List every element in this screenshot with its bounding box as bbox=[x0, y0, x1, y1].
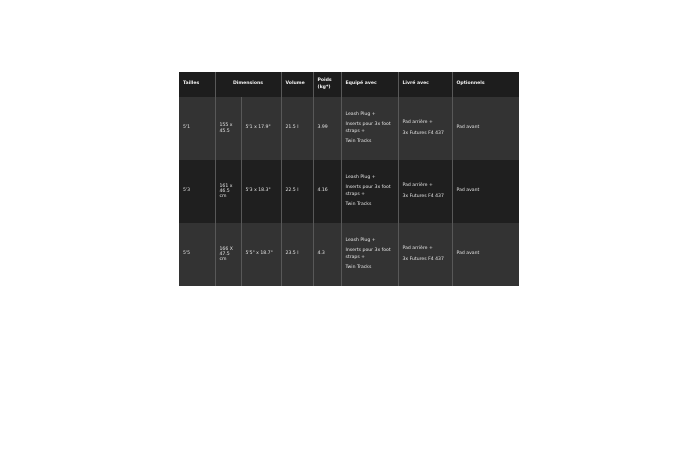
livre-line: Pad arrière + bbox=[402, 120, 433, 126]
table-row bbox=[179, 97, 519, 160]
header-poids: Poids (kg*) bbox=[313, 72, 341, 97]
cell-equipe bbox=[341, 97, 398, 160]
cell-equipe bbox=[341, 223, 398, 286]
header-volume: Volume bbox=[281, 72, 313, 97]
equipe-line: Inserts pour 3x foot straps + bbox=[345, 185, 391, 197]
equipe-line: Twin Tracks bbox=[345, 138, 372, 144]
cell-dim-in: 5'1 x 17.9" bbox=[241, 97, 281, 160]
equipe-line: Inserts pour 3x foot straps + bbox=[345, 122, 391, 134]
cell-dim-in: 5'5" x 18.7" bbox=[241, 223, 281, 286]
cell-dim-cm: 155 x 45.5 bbox=[215, 97, 241, 160]
livre-line: 3x Futures F4 437 bbox=[402, 130, 444, 136]
cell-livre bbox=[398, 160, 452, 223]
header-dimensions: Dimensions bbox=[215, 72, 281, 97]
cell-volume: 23.5 l bbox=[281, 223, 313, 286]
cell-livre bbox=[398, 97, 452, 160]
header-livre: Livré avec bbox=[398, 72, 452, 97]
cell-dim-cm: 161 x 46.5 cm bbox=[215, 160, 241, 223]
table-row bbox=[179, 160, 519, 223]
equipe-line: Inserts pour 3x foot straps + bbox=[345, 248, 391, 260]
cell-dim-in: 5'3 x 18.3" bbox=[241, 160, 281, 223]
cell-taille: 5'5 bbox=[179, 223, 215, 286]
table-row bbox=[179, 223, 519, 286]
cell-livre bbox=[398, 223, 452, 286]
equipe-line: Twin Tracks bbox=[345, 201, 372, 207]
cell-dim-cm: 166 X 47.5 cm bbox=[215, 223, 241, 286]
cell-volume: 21.5 l bbox=[281, 97, 313, 160]
header-tailles: Tailles bbox=[179, 72, 215, 97]
cell-poids: 4.16 bbox=[313, 160, 341, 223]
equipe-line: Twin Tracks bbox=[345, 264, 372, 270]
header-equipe: Equipé avec bbox=[341, 72, 398, 97]
cell-equipe bbox=[341, 160, 398, 223]
cell-taille: 5'3 bbox=[179, 160, 215, 223]
equipe-line: Leash Plug + bbox=[345, 237, 376, 243]
cell-taille: 5'1 bbox=[179, 97, 215, 160]
header-row bbox=[179, 72, 519, 97]
cell-poids: 3.99 bbox=[313, 97, 341, 160]
cell-options: Pad avant bbox=[452, 223, 519, 286]
equipe-line: Leash Plug + bbox=[345, 174, 376, 180]
livre-line: 3x Futures F4 437 bbox=[402, 256, 444, 262]
header-options: Optionnels bbox=[452, 72, 519, 97]
equipe-line: Leash Plug + bbox=[345, 111, 376, 117]
livre-line: Pad arrière + bbox=[402, 183, 433, 189]
livre-line: Pad arrière + bbox=[402, 246, 433, 252]
cell-poids: 4.3 bbox=[313, 223, 341, 286]
cell-options: Pad avant bbox=[452, 97, 519, 160]
spec-table bbox=[179, 72, 519, 286]
cell-volume: 22.5 l bbox=[281, 160, 313, 223]
cell-options: Pad avant bbox=[452, 160, 519, 223]
livre-line: 3x Futures F4 437 bbox=[402, 193, 444, 199]
